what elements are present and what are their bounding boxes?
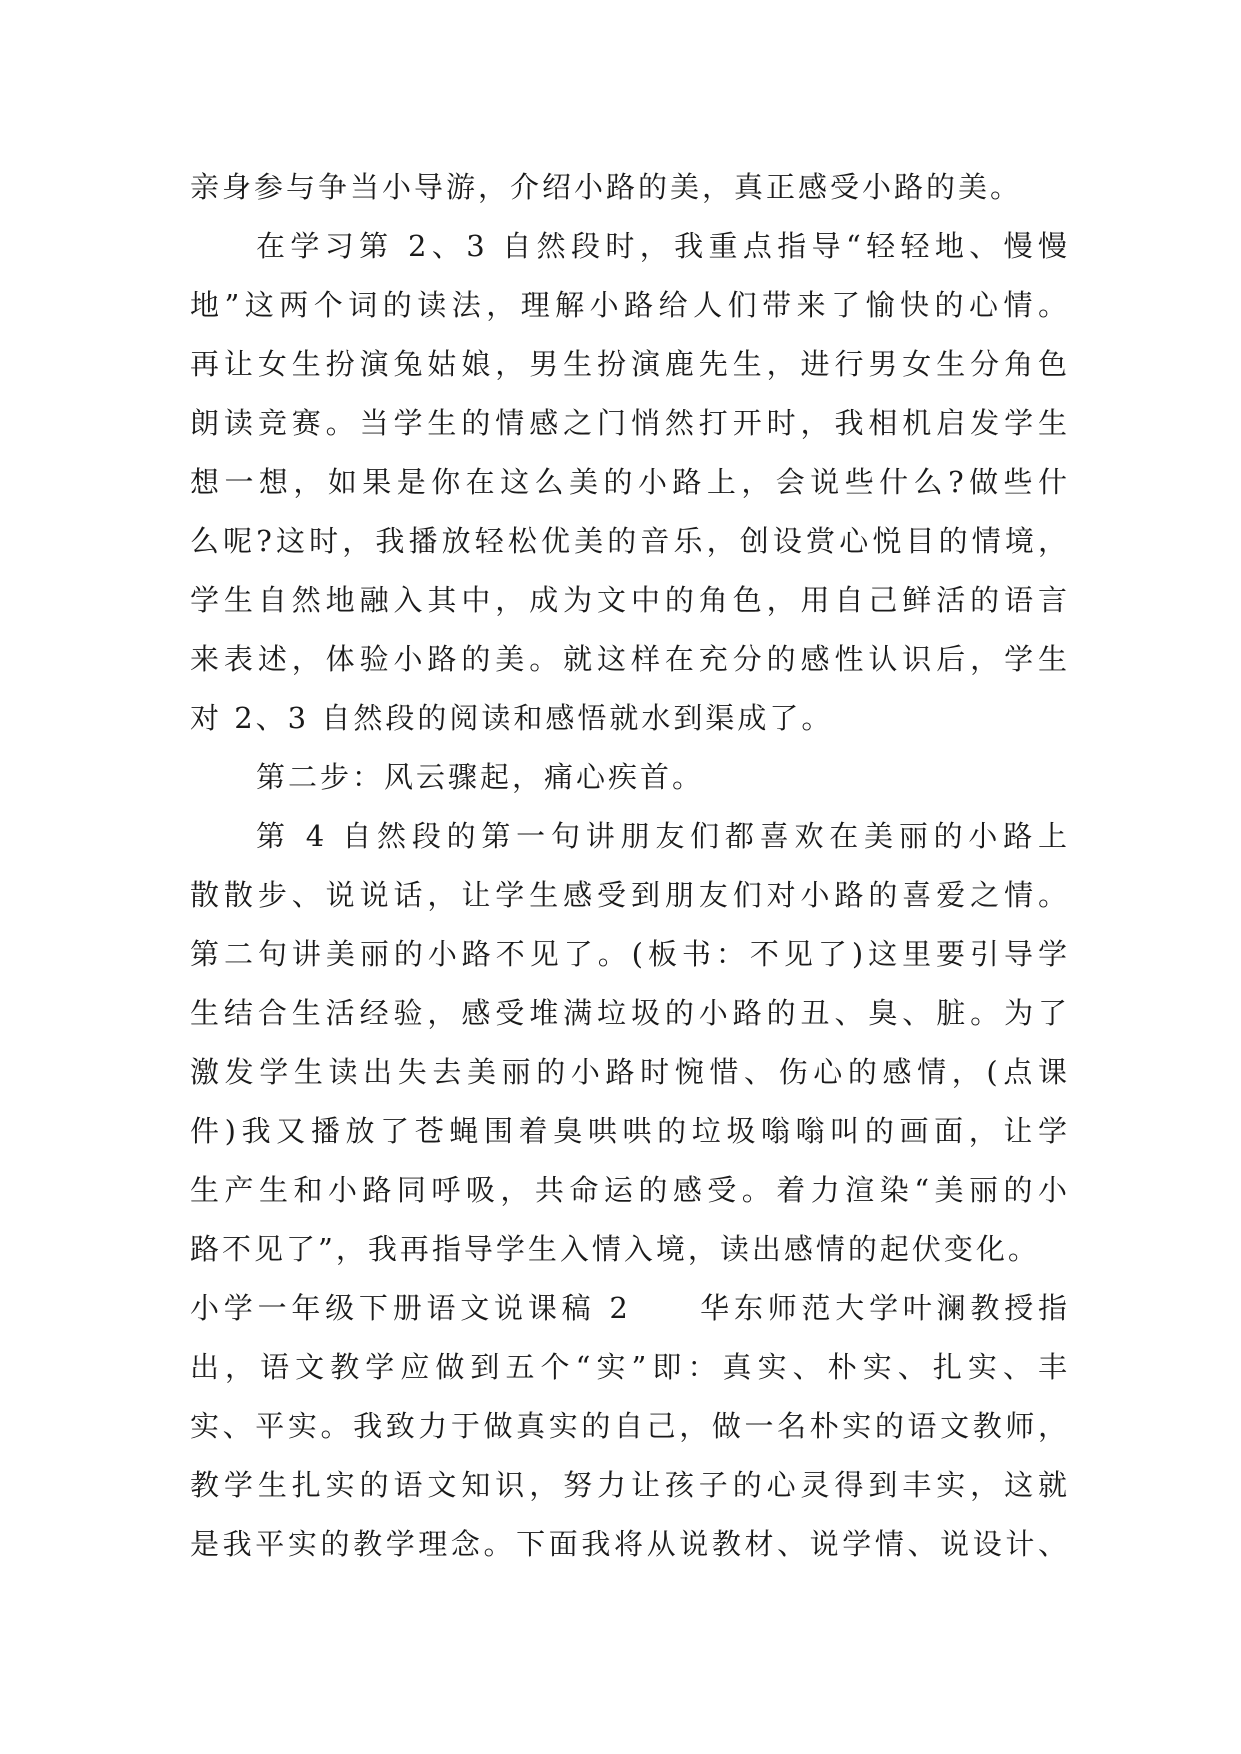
text-line: 来表述，体验小路的美。就这样在充分的感性认识后，学生 bbox=[190, 642, 1070, 676]
text-line: 地”这两个词的读法，理解小路给人们带来了愉快的心情。 bbox=[190, 288, 1070, 322]
text-line: 对 2、3 自然段的阅读和感悟就水到渠成了。 bbox=[190, 701, 834, 735]
text-line: 学生自然地融入其中，成为文中的角色，用自己鲜活的语言 bbox=[190, 583, 1070, 617]
text-line: 第二步：风云骤起，痛心疾首。 bbox=[256, 760, 705, 794]
text-line: 再让女生扮演兔姑娘，男生扮演鹿先生，进行男女生分角色 bbox=[190, 347, 1070, 381]
text-line: 实、平实。我致力于做真实的自己，做一名朴实的语文教师， bbox=[190, 1409, 1070, 1443]
text-line: 散散步、说说话，让学生感受到朋友们对小路的喜爱之情。 bbox=[190, 878, 1070, 912]
text-line: 朗读竞赛。当学生的情感之门悄然打开时，我相机启发学生 bbox=[190, 406, 1070, 440]
text-line: 在学习第 2、3 自然段时，我重点指导“轻轻地、慢慢 bbox=[256, 229, 1070, 263]
text-line: 亲身参与争当小导游，介绍小路的美，真正感受小路的美。 bbox=[190, 170, 1023, 204]
text-line: 小学一年级下册语文说课稿 2 华东师范大学叶澜教授指 bbox=[190, 1291, 1070, 1325]
text-line: 出，语文教学应做到五个“实”即：真实、朴实、扎实、丰 bbox=[190, 1350, 1070, 1384]
text-line: 件)我又播放了苍蝇围着臭哄哄的垃圾嗡嗡叫的画面，让学 bbox=[190, 1114, 1070, 1148]
text-line: 么呢?这时，我播放轻松优美的音乐，创设赏心悦目的情境， bbox=[190, 524, 1070, 558]
text-line: 第 4 自然段的第一句讲朋友们都喜欢在美丽的小路上 bbox=[256, 819, 1070, 853]
text-line: 是我平实的教学理念。下面我将从说教材、说学情、说设计、 bbox=[190, 1527, 1070, 1561]
document-body bbox=[190, 158, 1070, 1574]
text-line: 想一想，如果是你在这么美的小路上，会说些什么?做些什 bbox=[190, 465, 1070, 499]
text-line: 激发学生读出失去美丽的小路时惋惜、伤心的感情，(点课 bbox=[190, 1055, 1070, 1089]
text-line: 教学生扎实的语文知识，努力让孩子的心灵得到丰实，这就 bbox=[190, 1468, 1070, 1502]
text-line: 第二句讲美丽的小路不见了。(板书：不见了)这里要引导学 bbox=[190, 937, 1070, 971]
text-line: 生结合生活经验，感受堆满垃圾的小路的丑、臭、脏。为了 bbox=[190, 996, 1070, 1030]
text-line: 生产生和小路同呼吸，共命运的感受。着力渲染“美丽的小 bbox=[190, 1173, 1070, 1207]
text-line: 路不见了”，我再指导学生入情入境，读出感情的起伏变化。 bbox=[190, 1232, 1040, 1266]
